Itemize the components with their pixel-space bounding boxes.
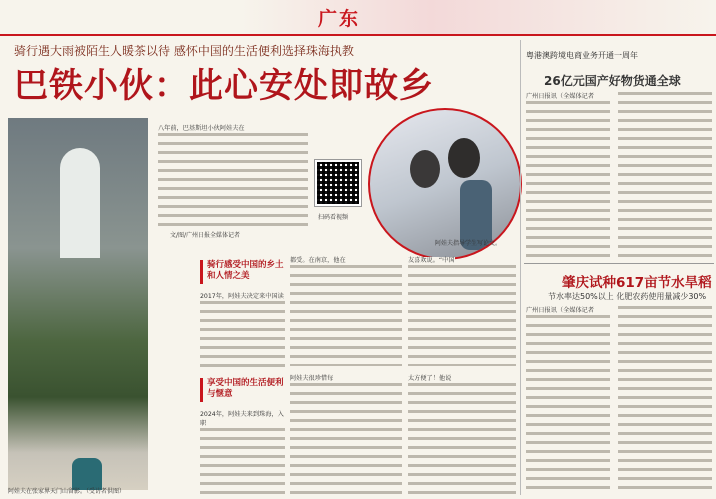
body-snippet: 广州日报讯（全媒体记者: [526, 307, 595, 314]
lead-headline: 巴铁小伙：此心安处即故乡: [14, 66, 434, 106]
body-lines: [408, 265, 516, 366]
body-snippet: 阿娃夫很珍惜每: [290, 375, 334, 382]
intro-snippet: 八年前，巴基斯坦小伙阿娃夫在: [158, 125, 245, 132]
body-lines: [526, 101, 610, 258]
right-story-2-headline: 肇庆试种617亩节水旱稻: [562, 275, 712, 291]
column-divider: [520, 40, 521, 495]
byline: 文/图/广州日报全媒体记者: [170, 232, 241, 239]
body-snippet: 都受。在南京，他在: [290, 257, 346, 264]
section-heading-1: 骑行感受中国的乡土和人情之美: [207, 260, 284, 281]
photo-arch-shape: [60, 148, 100, 258]
section-bar: [200, 260, 203, 284]
masthead-rule: [0, 34, 716, 36]
right-story-1-col-a: [526, 92, 610, 258]
right-story-1-headline: 26亿元国产好物货通全球: [544, 74, 681, 88]
intro-text: [158, 124, 308, 226]
right-story-divider: [524, 263, 714, 264]
body-column-2b: [200, 410, 285, 494]
right-story-2-subhead: 节水率达50%以上 化肥农药使用量减少30%: [548, 292, 707, 301]
masthead-band: [240, 0, 716, 34]
right-story-1-kicker: 粤港澳跨境电商业务开通一周年: [526, 51, 638, 60]
body-column-4b: [408, 374, 516, 494]
body-lines: [618, 306, 712, 494]
body-column-3a: [290, 256, 402, 366]
body-snippet: 广州日报讯（全媒体记者: [526, 93, 595, 100]
circle-photo-caption: 阿娃夫指导学生写论文。: [435, 240, 502, 247]
body-lines: [290, 383, 402, 494]
body-lines: [200, 428, 285, 494]
photo-person-shape: [448, 138, 480, 178]
body-lines: [200, 301, 285, 370]
photo-caption: 阿娃夫在张家界天门山留影。（受访者供图）: [8, 488, 126, 495]
body-snippet: 友喜欢说。“中国: [408, 257, 455, 264]
body-column-2a: [200, 292, 285, 370]
body-column-3b: [290, 374, 402, 494]
body-lines: [408, 383, 516, 494]
photo-person-shape: [410, 150, 440, 188]
body-lines: [618, 92, 712, 258]
body-snippet: 2017年，阿娃夫决定来中国读: [200, 293, 284, 300]
right-story-1-col-b: [618, 92, 712, 258]
photo-tianmen-mountain: [8, 118, 148, 490]
body-snippet: 2024年，阿娃夫来到珠海，入职: [200, 411, 284, 427]
intro-lines: [158, 133, 308, 226]
body-lines: [290, 265, 402, 366]
qr-code[interactable]: [315, 160, 361, 206]
qr-label: 扫码看视频: [318, 214, 349, 221]
right-story-2-col-a: [526, 306, 610, 494]
body-snippet: 太方便了！他说: [408, 375, 452, 382]
section-heading-2: 享受中国的生活便利与惬意: [207, 378, 284, 399]
body-lines: [526, 315, 610, 494]
masthead: [0, 0, 716, 34]
right-story-2-col-b: [618, 306, 712, 494]
body-column-4a: [408, 256, 516, 366]
lead-subtitle: 骑行遇大雨被陌生人暖茶以待 感怀中国的生活便利选择珠海执教: [14, 44, 354, 58]
section-title: 广东: [318, 8, 361, 30]
section-bar: [200, 378, 203, 402]
